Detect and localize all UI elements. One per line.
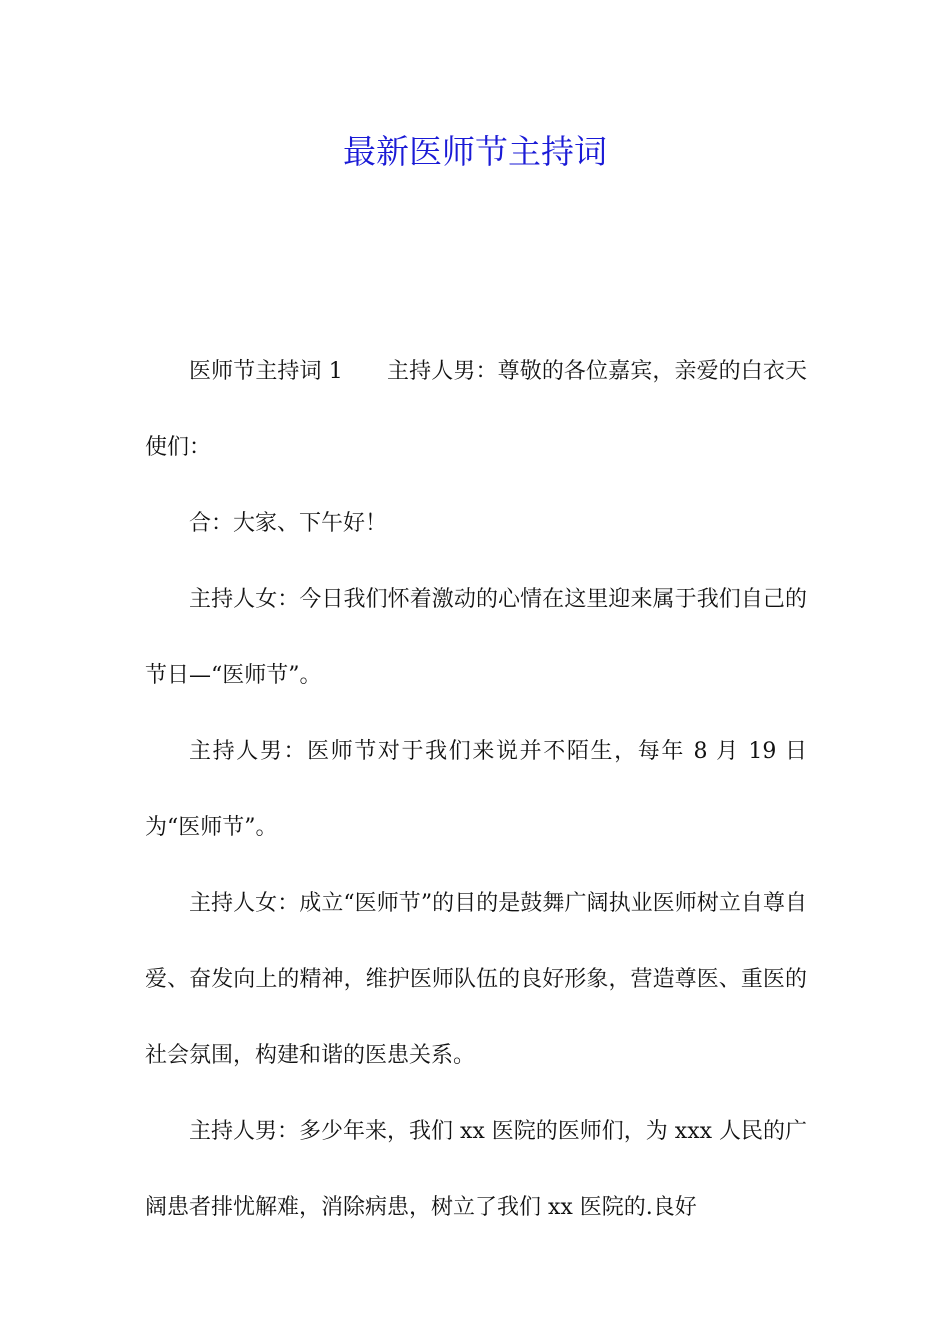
paragraph: 主持人男：多少年来，我们 xx 医院的医师们，为 xxx 人民的广阔患者排忧解难，消除病患，树立了我们 xx 医院的.良好	[145, 1119, 808, 1220]
document-body	[145, 334, 807, 1246]
paragraph: 主持人女：成立“医师节”的目的是鼓舞广阔执业医师树立自尊自爱、奋发向上的精神，维护医师队伍的良好形象，营造尊医、重医的社会氛围，构建和谐的医患关系。	[145, 891, 807, 1068]
paragraph: 医师节主持词 1 主持人男：尊敬的各位嘉宾，亲爱的白衣天使们：	[145, 359, 807, 460]
paragraph: 主持人女：今日我们怀着激动的心情在这里迎来属于我们自己的节日—“医师节”。	[145, 587, 807, 688]
document-title: 最新医师节主持词	[343, 132, 607, 171]
paragraph: 主持人男：医师节对于我们来说并不陌生，每年 8 月 19 日为“医师节”。	[145, 739, 807, 840]
paragraph: 合：大家、下午好！	[189, 511, 388, 536]
